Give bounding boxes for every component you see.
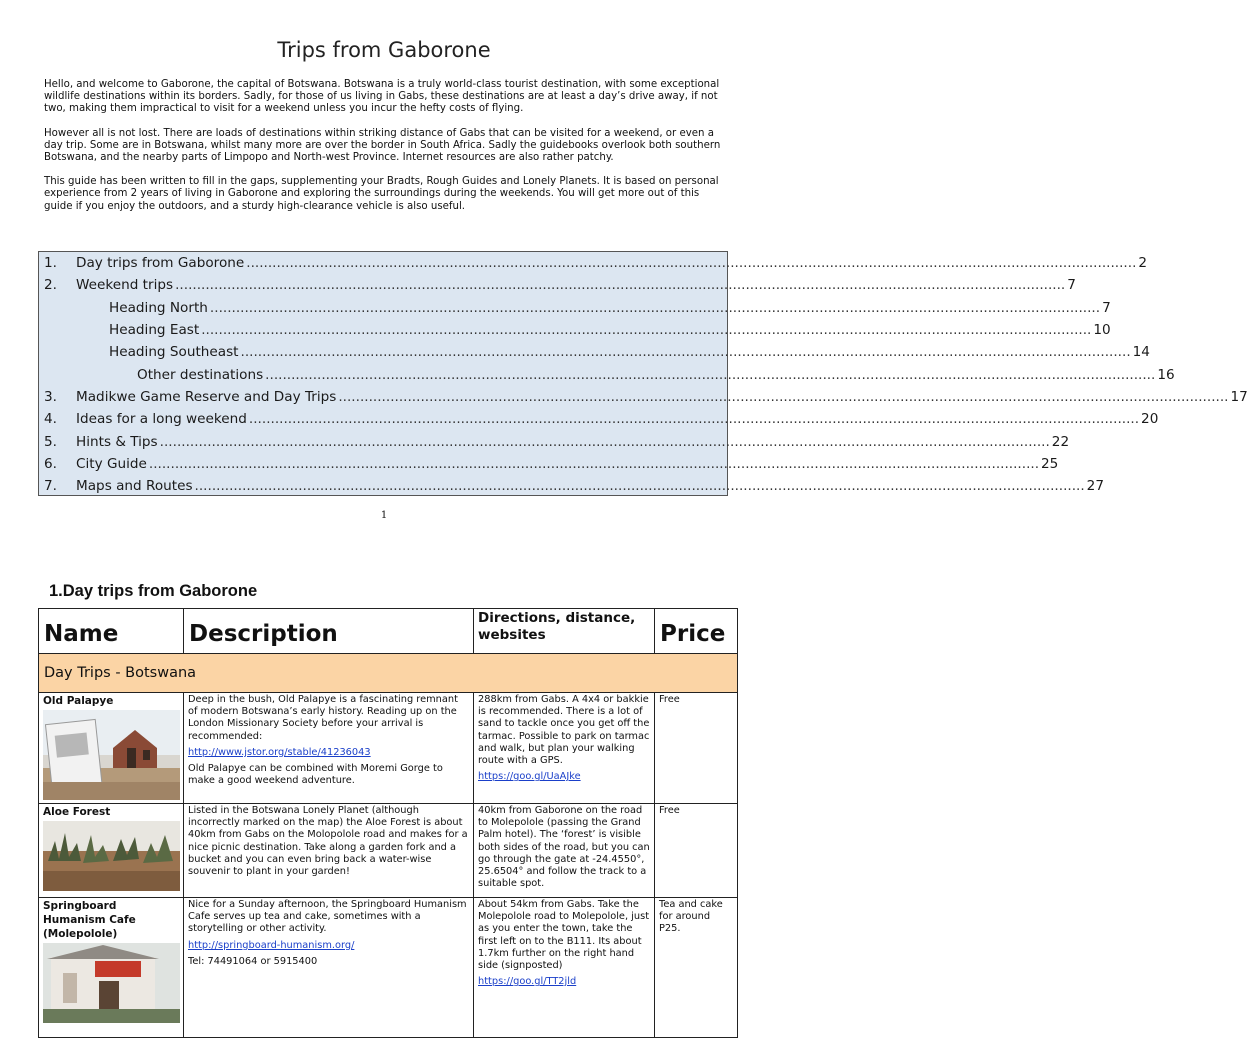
toc-label: City Guide <box>76 455 147 472</box>
header-name: Name <box>39 609 184 654</box>
toc-page: 22 <box>1051 433 1070 450</box>
trip-name: Old Palapye <box>43 695 114 707</box>
trip-directions-cell <box>474 804 655 898</box>
trip-name: Aloe Forest <box>43 806 111 818</box>
toc-number: 6. <box>44 455 57 472</box>
directions-link[interactable]: https://goo.gl/TT2jld <box>478 976 577 988</box>
toc-entry[interactable]: 6. City Guide .............................................................................................................................................................................................................. 25 <box>39 453 727 475</box>
trip-price: Tea and cake for around P25. <box>655 898 738 1038</box>
header-description: Description <box>184 609 474 654</box>
trip-phone: Tel: 74491064 or 5915400 <box>188 955 318 967</box>
toc-page: 25 <box>1041 455 1059 472</box>
category-label: Day Trips - Botswana <box>39 654 738 693</box>
trips-table <box>38 608 738 1038</box>
directions-link[interactable]: https://goo.gl/UaAJke <box>478 771 581 783</box>
aloe-forest-photo <box>43 821 180 891</box>
trip-directions-cell <box>474 898 655 1038</box>
toc-entry[interactable]: Heading Southeast .............................................................................................................................................................................................................. 14 <box>39 341 727 363</box>
toc-label: Madikwe Game Reserve and Day Trips <box>76 388 337 405</box>
toc-entry[interactable]: 3. Madikwe Game Reserve and Day Trips .............................................................................................................................................................................................................. 17 <box>39 386 727 408</box>
toc-label: Heading East <box>109 322 200 339</box>
toc-page: 16 <box>1157 366 1175 383</box>
toc-label: Ideas for a long weekend <box>76 411 247 428</box>
trip-description: Old Palapye can be combined with Moremi Gorge to make a good weekend adventure. <box>188 763 443 787</box>
toc-page: 7 <box>1102 299 1111 316</box>
intro-paragraph: This guide has been written to fill in the gaps, supplementing your Bradts, Rough Guides and Lonely Planets. It is based on personal experience from 2 years of living in Gaborone and exploring the surroundings during the weekends. You will get more out of this guide if you enjoy the outdoors, and a sturdy high-clearance vehicle is also useful. <box>44 176 719 212</box>
toc-page: 7 <box>1067 277 1076 294</box>
trip-price: Free <box>655 693 738 804</box>
header-directions: Directions, distance, websites <box>474 609 655 654</box>
section-heading: 1.Day trips from Gaborone <box>49 582 258 600</box>
toc-label: Weekend trips <box>76 277 174 294</box>
toc-number: 3. <box>44 388 57 405</box>
trip-price: Free <box>655 804 738 898</box>
trip-description-cell <box>184 804 474 898</box>
toc-label: Other destinations <box>137 366 264 383</box>
category-row <box>39 654 738 693</box>
toc-entry[interactable]: Other destinations .............................................................................................................................................................................................................. 16 <box>39 364 727 386</box>
toc-page: 17 <box>1230 388 1248 405</box>
toc-page: 10 <box>1093 322 1111 339</box>
trip-name-cell <box>39 898 184 1038</box>
trip-description: Listed in the Botswana Lonely Planet (although incorrectly marked on the map) the Aloe Forest is about 40km from Gabs on the Molopolole road and makes for a nice picnic destination. Take along a garden fork and a bucket and you can even bring back a water-wise souvenir to plant in your garden! <box>188 805 468 878</box>
intro-text <box>44 79 728 225</box>
trip-description: Deep in the bush, Old Palapye is a fascinating remnant of modern Botswana’s early history. Reading up on the London Missionary Society before your arrival is recommended: <box>188 694 458 742</box>
toc-label: Maps and Routes <box>76 478 193 495</box>
toc-number: 2. <box>44 277 57 294</box>
trip-description: Nice for a Sunday afternoon, the Springboard Humanism Cafe serves up tea and cake, sometimes with a storytelling or other activity. <box>188 899 467 935</box>
toc-page: 20 <box>1141 411 1159 428</box>
toc-label: Day trips from Gaborone <box>76 255 245 272</box>
description-link[interactable]: http://springboard-humanism.org/ <box>188 939 355 951</box>
toc-entry[interactable]: 1. Day trips from Gaborone .............................................................................................................................................................................................................. 2 <box>39 252 727 274</box>
toc-label: Heading Southeast <box>109 344 239 361</box>
toc-number: 1. <box>44 255 57 272</box>
description-link[interactable]: http://www.jstor.org/stable/41236043 <box>188 746 371 758</box>
header-price: Price <box>655 609 738 654</box>
intro-paragraph: However all is not lost. There are loads of destinations within striking distance of Gabs that can be visited for a weekend, or even a day trip. Some are in Botswana, whilst many more are over the border in South Africa. Sadly the guidebooks overlook both southern Botswana, and the nearby parts of Limpopo and North-west Province. Internet resources are also rather patchy. <box>44 127 721 164</box>
trip-name-cell <box>39 693 184 804</box>
trip-description-cell <box>184 693 474 804</box>
toc-page: 14 <box>1132 344 1150 361</box>
old-palapye-photo <box>43 710 180 800</box>
trip-name-cell <box>39 804 184 898</box>
toc-number: 7. <box>44 478 57 495</box>
table-row <box>39 693 738 804</box>
toc-entry[interactable]: Heading East .............................................................................................................................................................................................................. 10 <box>39 319 727 341</box>
trip-directions: 288km from Gabs. A 4x4 or bakkie is recommended. There is a lot of sand to tackle once you get off the tarmac. Possible to park on tarmac and walk, but plan your walking route with a GPS. <box>478 694 650 767</box>
toc-entry[interactable]: 2. Weekend trips .............................................................................................................................................................................................................. 7 <box>39 274 727 296</box>
toc-page: 27 <box>1086 478 1104 495</box>
toc-entry[interactable]: 7. Maps and Routes .............................................................................................................................................................................................................. 27 <box>39 475 727 497</box>
toc-label: Hints & Tips <box>76 433 158 450</box>
toc-entry[interactable]: 5. Hints & Tips .............................................................................................................................................................................................................. 22 <box>39 430 727 452</box>
trip-description-cell <box>184 898 474 1038</box>
springboard-cafe-photo <box>43 943 180 1023</box>
toc-entry[interactable]: 4. Ideas for a long weekend .............................................................................................................................................................................................................. 20 <box>39 408 727 430</box>
table-header-row <box>39 609 738 654</box>
table-row <box>39 804 738 898</box>
trip-directions-cell <box>474 693 655 804</box>
document-title: Trips from Gaborone <box>277 38 491 62</box>
toc-number: 4. <box>44 411 57 428</box>
page-number: 1 <box>380 510 388 521</box>
table-of-contents <box>38 251 1248 496</box>
trip-directions: 40km from Gaborone on the road to Molepolole (passing the Grand Palm hotel). The ‘forest’ is visible both sides of the road, but you can go through the gate at -24.4550°, 25.6504° and follow the track to a suitable spot. <box>478 805 650 890</box>
trip-directions: About 54km from Gabs. Take the Molepolole road to Molepolole, just as you enter the town, take the first left on to the B111. Its about 1.7km further on the right hand side (signposted) <box>478 899 650 972</box>
table-row <box>39 898 738 1038</box>
toc-label: Heading North <box>109 299 208 316</box>
trip-name: Springboard Humanism Cafe (Molepolole) <box>43 900 136 940</box>
toc-page: 2 <box>1138 255 1148 272</box>
toc-entry[interactable]: Heading North .............................................................................................................................................................................................................. 7 <box>39 297 727 319</box>
toc-number: 5. <box>44 433 57 450</box>
intro-paragraph: Hello, and welcome to Gaborone, the capital of Botswana. Botswana is a truly world-class tourist destination, with some exceptional wildlife destinations within its borders. Sadly, for those of us living in Gabs, these destinations are at least a day’s drive away, if not two, making them impractical to visit for a weekend unless you incur the hefty costs of flying. <box>44 79 720 115</box>
